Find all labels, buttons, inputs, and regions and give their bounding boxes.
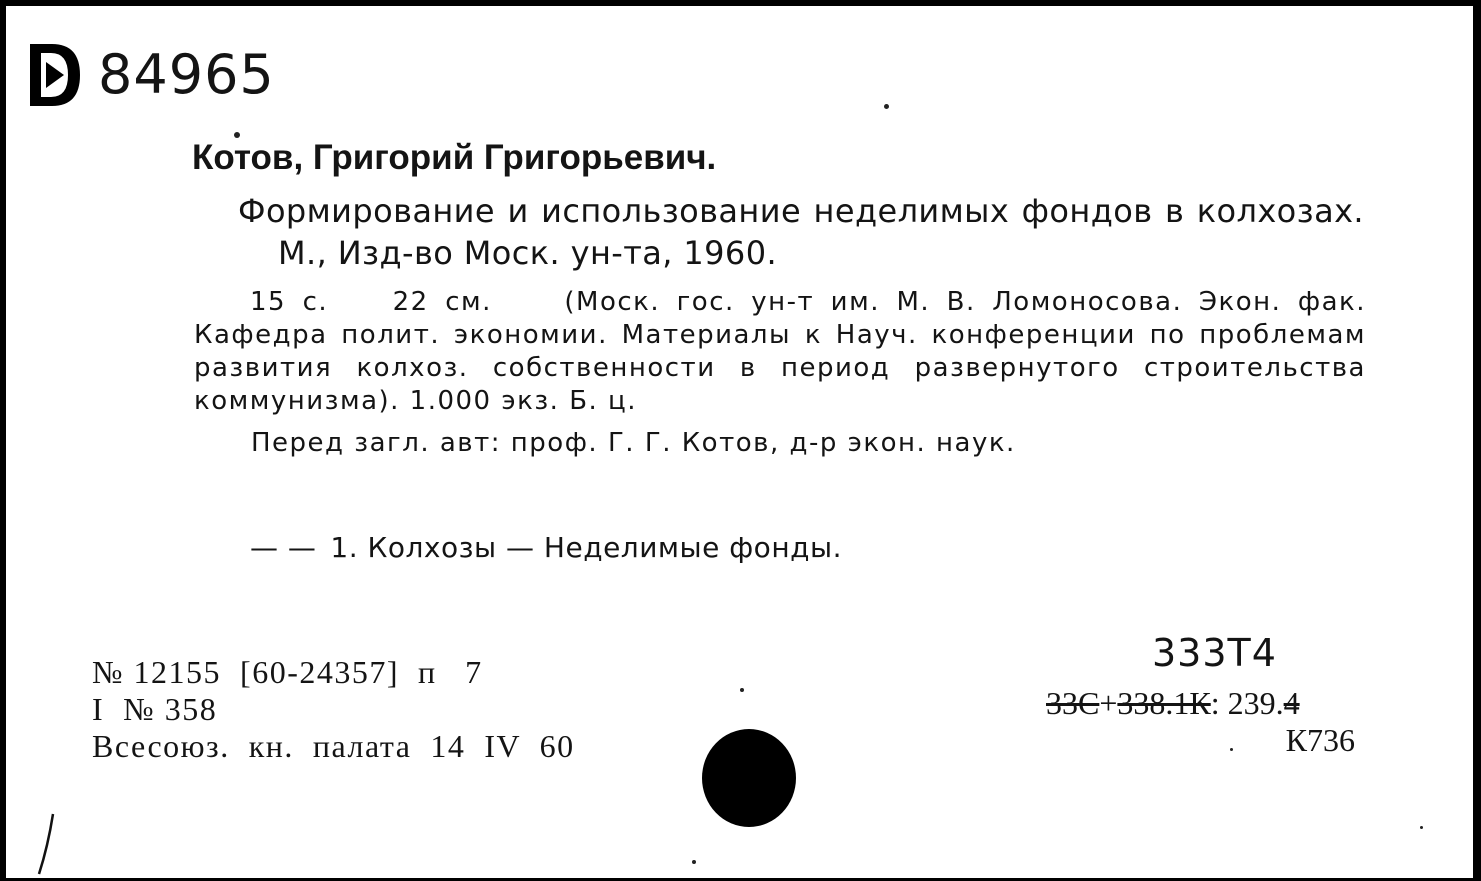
author-heading: Котов, Григорий Григорьевич. xyxy=(192,138,717,177)
speck xyxy=(740,688,744,692)
speck xyxy=(1420,826,1423,829)
classification-line xyxy=(1046,685,1300,722)
speck xyxy=(884,104,889,109)
title-text: Формирование и использование неделимых фондов в колхозах. xyxy=(238,192,1364,230)
pencil-mark xyxy=(36,812,56,876)
current-class: : 239. xyxy=(1210,685,1284,721)
speck xyxy=(1230,748,1233,751)
handwritten-call-number: 333Т4 xyxy=(1152,631,1277,675)
title-block xyxy=(194,190,1364,274)
speck xyxy=(234,132,240,138)
pages-text: 15 с. xyxy=(250,287,329,317)
accession-number: 84965 xyxy=(98,43,275,106)
stamp-d-letter xyxy=(26,40,84,110)
struck-class-left: 33С xyxy=(1046,685,1100,721)
speck xyxy=(692,860,696,864)
imprint-text: М., Изд-во Моск. ун-та, 1960. xyxy=(278,234,778,272)
registry-line-1: № 12155 [60-24357] п 7 xyxy=(92,654,483,690)
punched-hole xyxy=(702,729,796,827)
struck-class-suffix: 4 xyxy=(1283,685,1300,721)
subject-heading xyxy=(250,531,842,564)
subject-label: 1. Колхозы — Неделимые фонды. xyxy=(330,531,842,564)
registry-block xyxy=(92,654,575,765)
author-note: Перед загл. авт: проф. Г. Г. Котов, д-р экон. наук. xyxy=(251,428,1016,458)
struck-class-mid: 338.1К xyxy=(1117,685,1211,721)
subject-dashes: — — xyxy=(250,531,317,564)
collation-block xyxy=(194,286,1366,418)
author-code: К736 xyxy=(1285,722,1355,758)
size-text: 22 см. xyxy=(392,287,492,317)
series-note: (Моск. гос. ун-т им. М. В. Ломоносова. Экон. фак. Кафедра полит. экономии. Материалы к Науч. конференции по проблемам развития колхоз. собственности в период развернутого строительства коммунизма). 1.000 экз. Б. ц. xyxy=(194,287,1366,416)
plus-sign: + xyxy=(1099,685,1118,721)
registry-line-3: Всесоюз. кн. палата 14 IV 60 xyxy=(92,728,575,764)
registry-line-2: I № 358 xyxy=(92,691,218,727)
